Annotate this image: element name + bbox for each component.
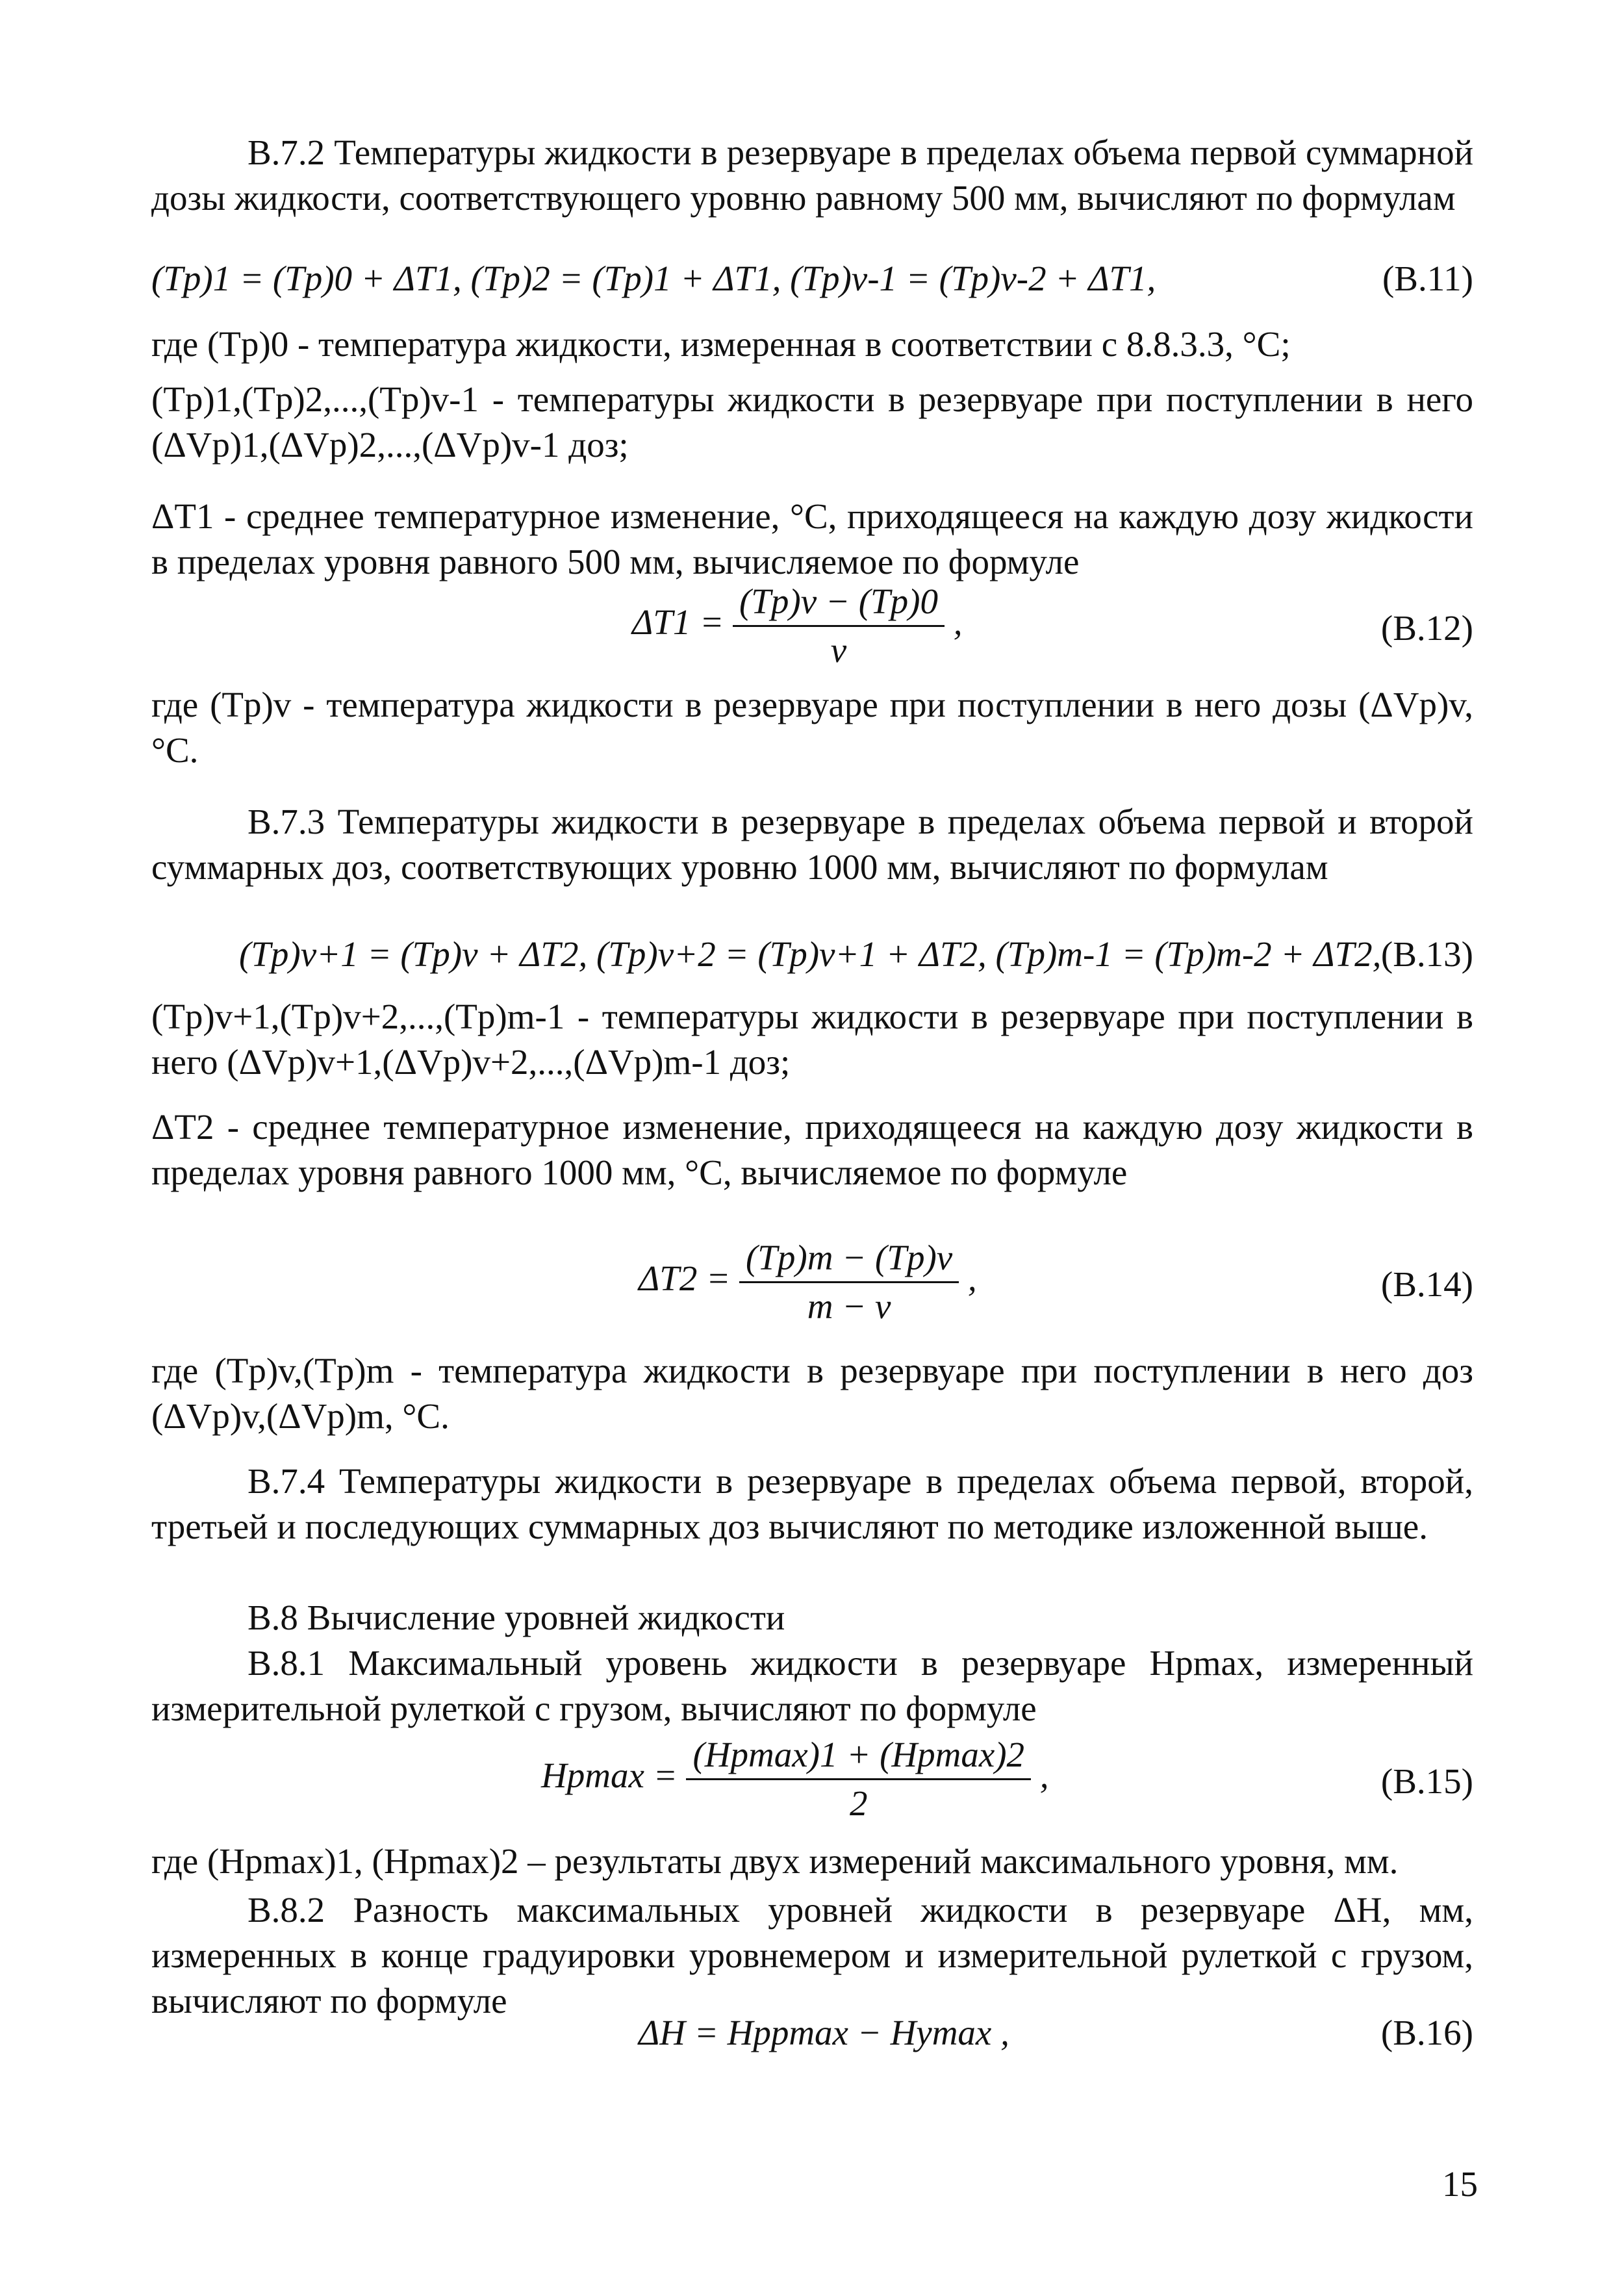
equation-b12-denominator: v bbox=[830, 630, 847, 670]
page-number: 15 bbox=[1442, 2164, 1478, 2204]
equation-number-b15: (B.15) bbox=[1380, 1761, 1473, 1801]
paragraph-b82-intro: В.8.2 Разность максимальных уровней жидкости в резервуаре ΔH, мм, измеренных в конце градуировки уровнемером и измерительной рулеткой с грузом, вычисляют по формуле bbox=[151, 1890, 1473, 2021]
equation-b15 bbox=[151, 1731, 1473, 1835]
equation-number-b14: (B.14) bbox=[1380, 1264, 1473, 1304]
equation-b16-body: ΔH = Hppmax − Hymax , bbox=[639, 2013, 1009, 2052]
equation-b13-body: (Tp)v+1 = (Tp)v + ΔT2, (Tp)v+2 = (Tp)v+1 + ΔT2, (Tp)m-1 = (Tp)m-2 + ΔT2, bbox=[239, 934, 1382, 974]
paragraph-b81-intro: В.8.1 Максимальный уровень жидкости в резервуаре Hpmax, измеренный измерительной рулеткой с грузом, вычисляют по формуле bbox=[151, 1643, 1473, 1728]
equation-number-b16: (B.16) bbox=[1380, 2013, 1473, 2052]
equation-b12-numerator: (Tp)v − (Tp)0 bbox=[733, 578, 945, 627]
equation-number-b11: (B.11) bbox=[1382, 259, 1473, 298]
equation-b14-lhs: ΔT2 = bbox=[639, 1258, 731, 1299]
paragraph-b73-where-dt2: ΔT2 - среднее температурное изменение, приходящееся на каждую дозу жидкости в пределах уровня равного 1000 мм, °С, вычисляемое по формуле bbox=[151, 1107, 1473, 1192]
equation-b11-body: (Tp)1 = (Tp)0 + ΔT1, (Tp)2 = (Tp)1 + ΔT1, (Tp)v-1 = (Tp)v-2 + ΔT1, bbox=[151, 259, 1156, 298]
paragraph-where-tp0: где (Tp)0 - температура жидкости, измеренная в соответствии с 8.8.3.3, °С; bbox=[151, 324, 1291, 364]
equation-b12 bbox=[151, 578, 1473, 682]
equation-b14-numerator: (Tp)m − (Tp)v bbox=[739, 1234, 959, 1283]
equation-b12-fraction bbox=[733, 578, 945, 674]
paragraph-b73-intro: В.7.3 Температуры жидкости в резервуаре в пределах объема первой и второй суммарных доз, соответствующих уровню 1000 мм, вычисляют по формулам bbox=[151, 802, 1473, 887]
equation-b14 bbox=[151, 1234, 1473, 1338]
paragraph-b73-where-series: (Tp)v+1,(Tp)v+2,...,(Tp)m-1 - температуры жидкости в резервуаре при поступлении в него (ΔVp)v+1,(ΔVp)v+2,...,(ΔVp)m-1 доз; bbox=[151, 997, 1473, 1082]
paragraph-where-dt1: ΔT1 - среднее температурное изменение, °С, приходящееся на каждую дозу жидкости в пределах уровня равного 500 мм, вычисляемое по формуле bbox=[151, 496, 1473, 581]
equation-b16 bbox=[151, 2004, 1473, 2069]
equation-b15-tail: , bbox=[1039, 1755, 1049, 1796]
section-heading-b8: В.8 Вычисление уровней жидкости bbox=[247, 1598, 785, 1637]
equation-number-b13: (B.13) bbox=[1380, 934, 1473, 974]
equation-b13 bbox=[151, 926, 1473, 991]
equation-b14-tail: , bbox=[967, 1258, 977, 1299]
paragraph-where-tpv: где (Tp)v - температура жидкости в резервуаре при поступлении в него дозы (ΔVp)v, °С. bbox=[151, 685, 1473, 770]
paragraph-b73-where-tpm: где (Tp)v,(Tp)m - температура жидкости в резервуаре при поступлении в него доз (ΔVp)v,(ΔVp)m, °С. bbox=[151, 1351, 1473, 1436]
equation-b15-fraction bbox=[686, 1731, 1031, 1827]
paragraph-b72-intro: В.7.2 Температуры жидкости в резервуаре в пределах объема первой суммарной дозы жидкости, соответствующего уровню равному 500 мм, вычисляют по формулам bbox=[151, 133, 1473, 218]
equation-b15-lhs: Hpmax = bbox=[541, 1755, 678, 1796]
equation-number-b12: (B.12) bbox=[1380, 608, 1473, 648]
equation-b12-tail: , bbox=[953, 602, 963, 643]
paragraph-where-tp-series: (Tp)1,(Tp)2,...,(Tp)v-1 - температуры жидкости в резервуаре при поступлении в него (ΔVp)1,(ΔVp)2,...,(ΔVp)v-1 доз; bbox=[151, 379, 1473, 465]
equation-b15-numerator: (Hpmax)1 + (Hpmax)2 bbox=[686, 1731, 1031, 1780]
equation-b12-lhs: ΔT1 = bbox=[632, 602, 724, 643]
equation-b14-fraction bbox=[739, 1234, 959, 1330]
paragraph-b74: В.7.4 Температуры жидкости в резервуаре в пределах объема первой, второй, третьей и последующих суммарных доз вычисляют по методике изложенной выше. bbox=[151, 1461, 1473, 1546]
paragraph-b81-where: где (Hpmax)1, (Hpmax)2 – результаты двух измерений максимального уровня, мм. bbox=[151, 1841, 1399, 1881]
equation-b11 bbox=[151, 250, 1473, 315]
equation-b14-denominator: m − v bbox=[807, 1286, 891, 1326]
equation-b15-denominator: 2 bbox=[850, 1783, 868, 1823]
